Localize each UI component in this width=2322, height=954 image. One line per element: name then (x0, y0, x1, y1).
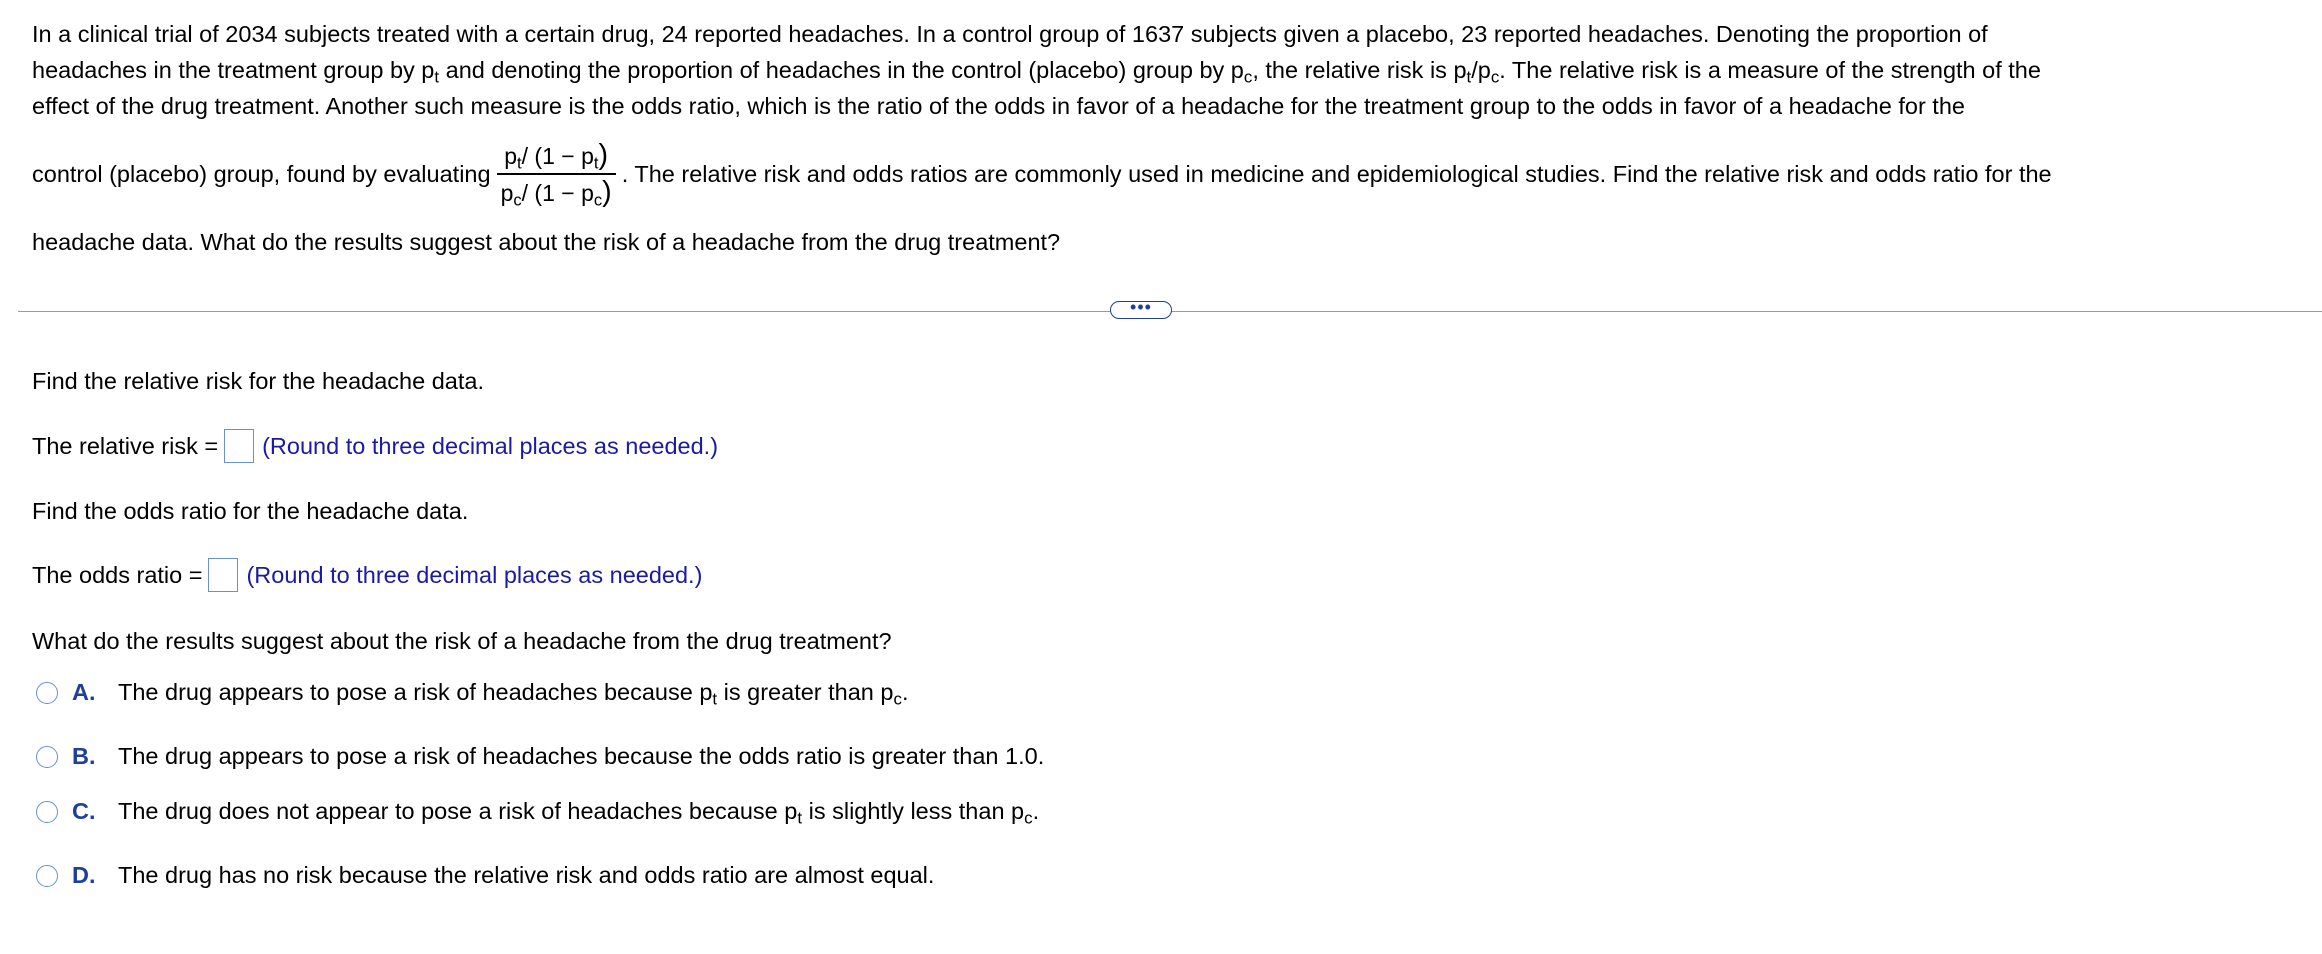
option-a-letter: A. (72, 679, 96, 705)
more-options-button[interactable]: ••• (1110, 301, 1172, 319)
odds-ratio-answer-row (32, 558, 702, 592)
option-d-radio[interactable] (36, 865, 58, 887)
option-a-text: The drug appears to pose a risk of headaches because $p_t$ is greater than $p_c$. (118, 679, 909, 709)
formula-numerator: $p_t/$ $(1 - p_t)$ (504, 139, 609, 173)
option-b-text: The drug appears to pose a risk of headaches because the odds ratio is greater than 1.0. (118, 743, 1045, 769)
odds-ratio-hint: (Round to three decimal places as needed.) (246, 561, 703, 588)
problem-statement (32, 16, 2292, 260)
option-b[interactable] (36, 743, 1044, 770)
problem-line-5: headache data. What do the results suggest about the risk of a headache from the drug treatment? (32, 229, 1061, 255)
problem-line-1: In a clinical trial of 2034 subjects treated with a certain drug, 24 reported headaches. In a control group of 1637 subjects given a placebo, 23 reported headaches. Denoting the proportion of (32, 21, 1988, 47)
formula-denominator: $p_c/$ $(1 - p_c)$ (500, 176, 612, 210)
option-d[interactable] (36, 862, 934, 889)
problem-line-3: effect of the drug treatment. Another such measure is the odds ratio, which is the ratio of the odds in favor of a headache for the treatment group to the odds in favor of a headache for the (32, 93, 1965, 119)
option-b-letter: B. (72, 743, 96, 769)
option-c[interactable] (36, 798, 1040, 828)
part3-question: What do the results suggest about the risk of a headache from the drug treatment? (32, 628, 892, 654)
relative-risk-answer-row (32, 429, 718, 463)
option-d-text: The drug has no risk because the relative risk and odds ratio are almost equal. (118, 862, 935, 888)
option-a-radio[interactable] (36, 682, 58, 704)
relative-risk-input[interactable] (224, 429, 254, 463)
odds-ratio-input[interactable] (208, 558, 238, 592)
problem-line-2: headaches in the treatment group by $p_t$ and denoting the proportion of headaches in the control (placebo) group by $p_c$, the relative risk is $p_t/p_c$. The relative risk is a measure of the strength of the (32, 57, 2041, 87)
option-a[interactable] (36, 679, 909, 709)
odds-ratio-formula (497, 138, 616, 210)
problem-line-4: control (placebo) group, found by evaluating $\frac{p_t/ (1 - p_t)}{p_c/ (1 - p_c)}$ . The relative risk and odds ratios are commonly used in medicine and epidemiological studies. Find the relative risk and odds ratio for the (32, 139, 2052, 210)
part2-question: Find the odds ratio for the headache data. (32, 498, 469, 524)
option-c-letter: C. (72, 798, 96, 824)
option-c-radio[interactable] (36, 801, 58, 823)
relative-risk-hint: (Round to three decimal places as needed.) (262, 432, 719, 459)
part1-question: Find the relative risk for the headache data. (32, 368, 484, 394)
option-b-radio[interactable] (36, 746, 58, 768)
odds-ratio-label: The odds ratio = (32, 561, 203, 588)
option-c-text: The drug does not appear to pose a risk of headaches because $p_t$ is slightly less than $p_c$. (118, 798, 1040, 828)
relative-risk-label: The relative risk = (32, 432, 219, 459)
option-d-letter: D. (72, 862, 96, 888)
